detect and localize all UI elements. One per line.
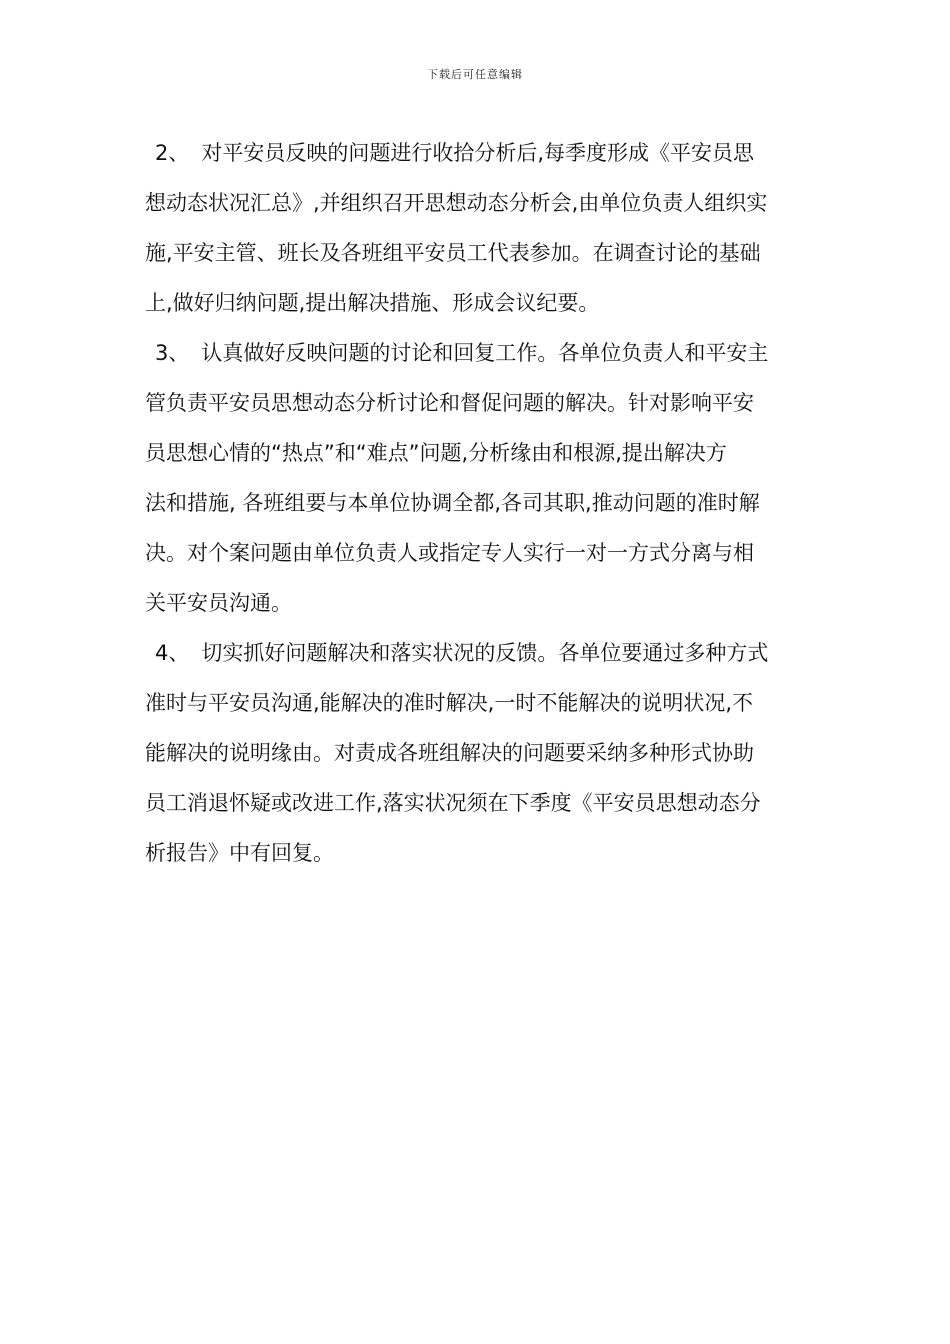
paragraph-line: 管负责平安员思想动态分析讨论和督促问题的解决。针对影响平安	[145, 391, 754, 415]
paragraph-text: 认真做好反映问题的讨论和回复工作。各单位负责人和平安主	[201, 341, 769, 365]
paragraph-2	[145, 128, 807, 328]
paragraph-text: 对平安员反映的问题进行收拾分析后,每季度形成《平安员思	[201, 141, 755, 165]
paragraph-line: 上,做好归纳问题,提出解决措施、形成会议纪要。	[145, 291, 600, 315]
paragraph-line	[145, 128, 807, 178]
paragraph-line: 决。对个案问题由单位负责人或指定专人实行一对一方式分离与相	[145, 541, 754, 565]
paragraph-line: 析报告》中有回复。	[145, 841, 334, 865]
item-separator: 、	[168, 641, 190, 665]
item-number: 2	[155, 141, 169, 165]
page-header: 下载后可任意编辑	[427, 68, 523, 81]
document-body	[145, 128, 807, 878]
paragraph-line: 员工消退怀疑或改进工作,落实状况须在下季度《平安员思想动态分	[145, 791, 761, 815]
item-number: 4	[155, 641, 169, 665]
paragraph-4	[145, 628, 807, 878]
paragraph-line	[145, 628, 807, 678]
item-number: 3	[155, 341, 169, 365]
paragraph-line: 准时与平安员沟通,能解决的准时解决,一时不能解决的说明状况,不	[145, 691, 754, 715]
paragraph-line: 关平安员沟通。	[145, 591, 292, 615]
item-separator: 、	[168, 341, 190, 365]
paragraph-line: 施,平安主管、班长及各班组平安员工代表参加。在调查讨论的基础	[145, 241, 761, 265]
item-separator: 、	[168, 141, 190, 165]
paragraph-line: 法和措施, 各班组要与本单位协调全都,各司其职,推动问题的准时解	[145, 491, 760, 515]
paragraph-text: 切实抓好问题解决和落实状况的反馈。各单位要通过多种方式	[201, 641, 769, 665]
paragraph-3	[145, 328, 807, 628]
paragraph-line: 想动态状况汇总》,并组织召开思想动态分析会,由单位负责人组织实	[145, 191, 768, 215]
paragraph-line: 能解决的说明缘由。对责成各班组解决的问题要采纳多种形式协助	[145, 741, 754, 765]
paragraph-line: 员思想心情的“热点”和“难点”问题,分析缘由和根源,提出解决方	[145, 441, 727, 465]
paragraph-line	[145, 328, 807, 378]
